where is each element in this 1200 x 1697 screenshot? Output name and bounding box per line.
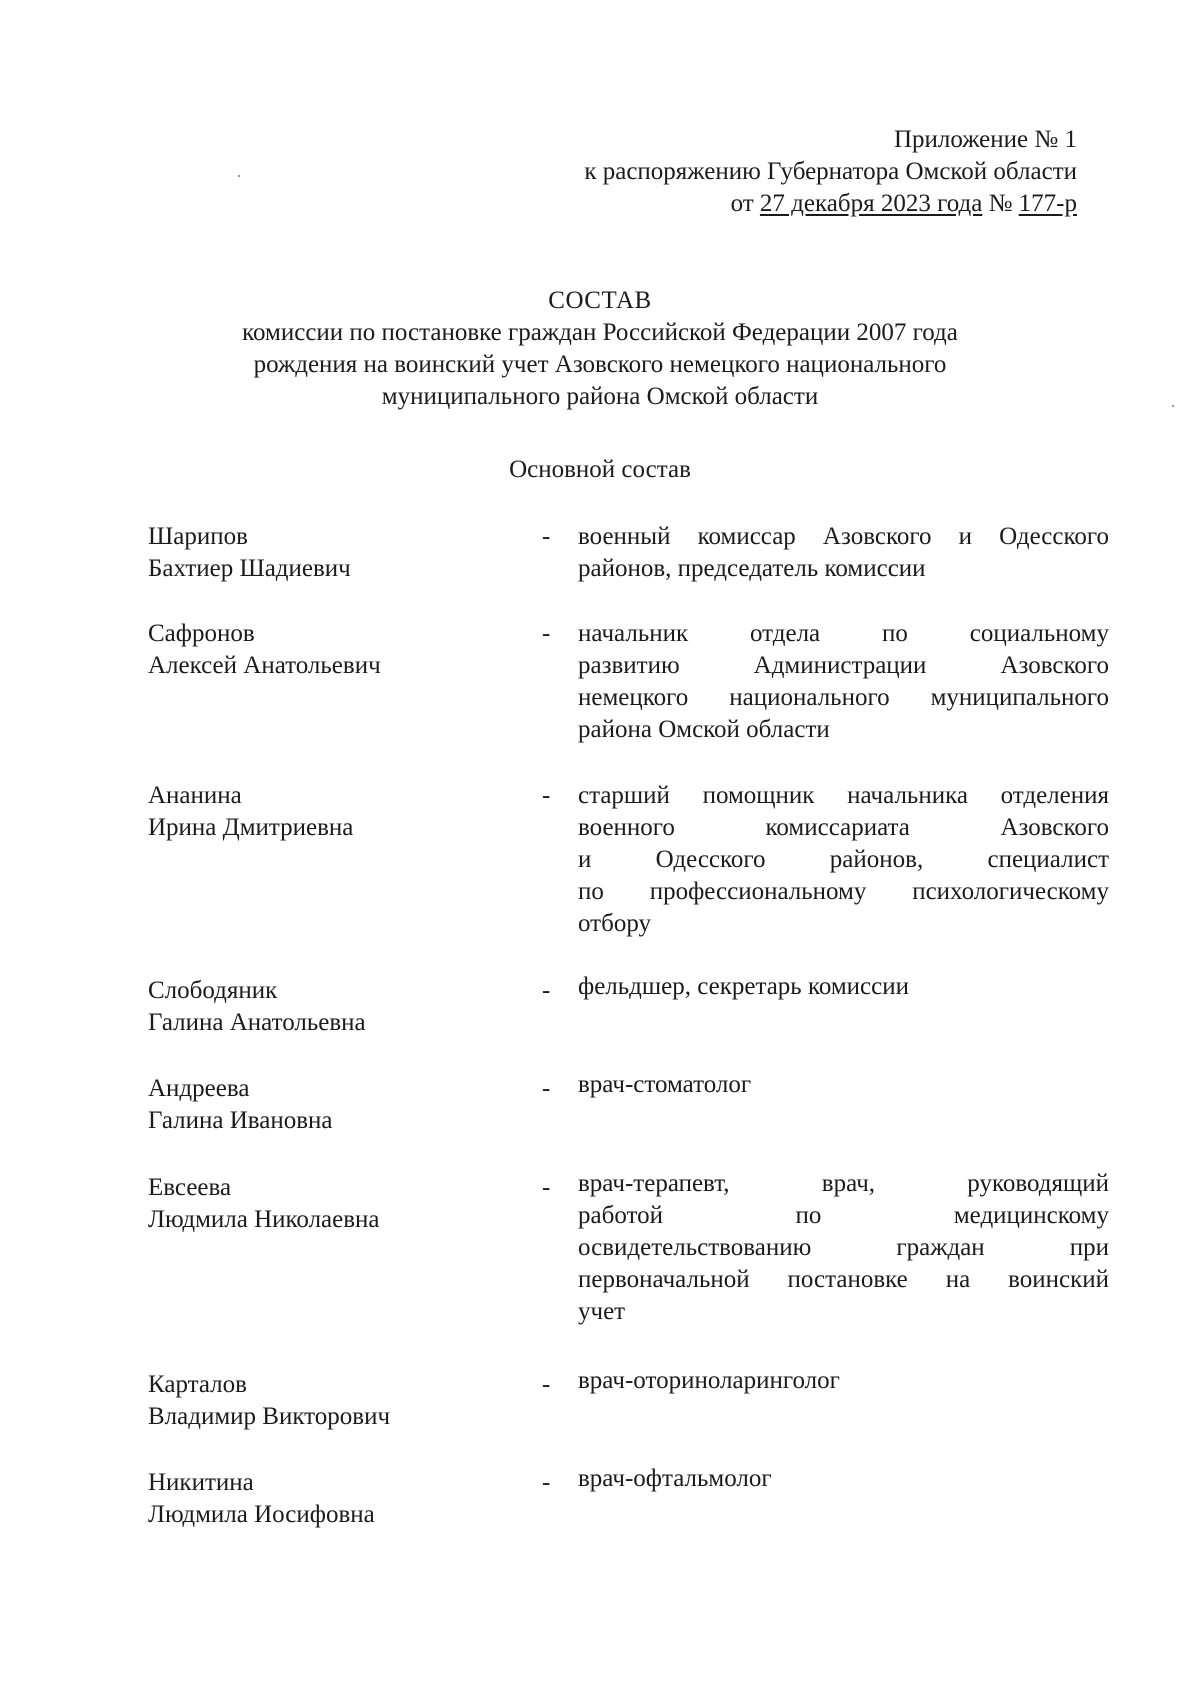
member-name xyxy=(148,1073,528,1137)
role-line: начальник отдела по социальному xyxy=(578,620,1109,647)
member-given-names: Бахтиер Шадиевич xyxy=(148,555,351,582)
member-name xyxy=(148,1172,528,1236)
member-name xyxy=(148,975,528,1039)
role-line: развитию Администрации Азовского xyxy=(578,652,1109,679)
document-title xyxy=(150,285,1050,413)
member-dash: - xyxy=(542,620,551,647)
member-given-names: Ирина Дмитриевна xyxy=(148,814,354,841)
member-given-names: Алексей Анатольевич xyxy=(148,652,381,679)
role-line: освидетельствованию граждан при xyxy=(578,1234,1109,1261)
appendix-number-label: № xyxy=(982,190,1019,217)
member-dash: - xyxy=(542,1469,551,1496)
title-line: рождения на воинский учет Азовского немецкого национального xyxy=(253,351,947,378)
member-dash: - xyxy=(542,1174,551,1201)
member-role xyxy=(578,521,1109,585)
role-line: по профессиональному психологическому xyxy=(578,878,1109,905)
role-line: старший помощник начальника отделения xyxy=(578,782,1109,809)
member-role xyxy=(578,1168,1109,1328)
member-surname: Слободяник xyxy=(148,977,278,1004)
title-line: муниципального района Омской области xyxy=(381,383,819,410)
member-role xyxy=(578,1069,1109,1101)
appendix-date-line xyxy=(584,188,1077,220)
role-line: военного комиссариата Азовского xyxy=(578,814,1109,841)
role-line: учет xyxy=(578,1298,626,1325)
role-line: первоначальной постановке на воинский xyxy=(578,1266,1109,1293)
member-role xyxy=(578,1463,1109,1495)
role-line: работой по медицинскому xyxy=(578,1202,1109,1229)
member-dash: - xyxy=(542,782,551,809)
member-role xyxy=(578,971,1109,1003)
member-surname: Никитина xyxy=(148,1469,254,1496)
section-subtitle: Основной состав xyxy=(509,456,691,483)
role-line: врач-стоматолог xyxy=(578,1071,752,1098)
member-dash: - xyxy=(542,1075,551,1102)
member-name xyxy=(148,1467,528,1531)
scan-speck xyxy=(1172,405,1174,407)
member-given-names: Галина Ивановна xyxy=(148,1107,333,1134)
member-role xyxy=(578,1365,1109,1397)
scan-speck xyxy=(238,175,240,177)
appendix-number: Приложение № 1 xyxy=(893,126,1077,153)
member-dash: - xyxy=(542,523,551,550)
role-line: района Омской области xyxy=(578,716,830,743)
appendix-header xyxy=(584,124,1077,220)
member-dash: - xyxy=(542,977,551,1004)
member-name xyxy=(148,521,528,585)
member-name xyxy=(148,1369,528,1433)
member-given-names: Владимир Викторович xyxy=(148,1403,391,1430)
role-line: отбору xyxy=(578,910,651,937)
role-line: фельдшер, секретарь комиссии xyxy=(578,973,910,1000)
appendix-order-number: 177-р xyxy=(1018,190,1077,217)
member-surname: Андреева xyxy=(148,1075,250,1102)
role-line: районов, председатель комиссии xyxy=(578,555,926,582)
member-name xyxy=(148,780,528,844)
role-line: немецкого национального муниципального xyxy=(578,684,1109,711)
appendix-reference: к распоряжению Губернатора Омской области xyxy=(584,158,1077,185)
member-surname: Шарипов xyxy=(148,523,248,550)
role-line: врач-офтальмолог xyxy=(578,1465,772,1492)
member-dash: - xyxy=(542,1371,551,1398)
member-given-names: Людмила Николаевна xyxy=(148,1206,380,1233)
member-surname: Ананина xyxy=(148,782,242,809)
member-surname: Карталов xyxy=(148,1371,247,1398)
role-line: и Одесского районов, специалист xyxy=(578,846,1109,873)
title-line: комиссии по постановке граждан Российской Федерации 2007 года xyxy=(242,319,958,346)
member-given-names: Людмила Иосифовна xyxy=(148,1501,375,1528)
appendix-date-prefix: от xyxy=(730,190,760,217)
member-surname: Сафронов xyxy=(148,620,255,647)
appendix-date: 27 декабря 2023 года xyxy=(759,190,983,217)
member-surname: Евсеева xyxy=(148,1174,232,1201)
role-line: врач-терапевт, врач, руководящий xyxy=(578,1170,1109,1197)
member-given-names: Галина Анатольевна xyxy=(148,1009,366,1036)
role-line: врач-оториноларинголог xyxy=(578,1367,840,1394)
title-heading: СОСТАВ xyxy=(548,287,652,314)
member-role xyxy=(578,780,1109,940)
member-name xyxy=(148,618,528,682)
role-line: военный комиссар Азовского и Одесского xyxy=(578,523,1109,550)
member-role xyxy=(578,618,1109,746)
